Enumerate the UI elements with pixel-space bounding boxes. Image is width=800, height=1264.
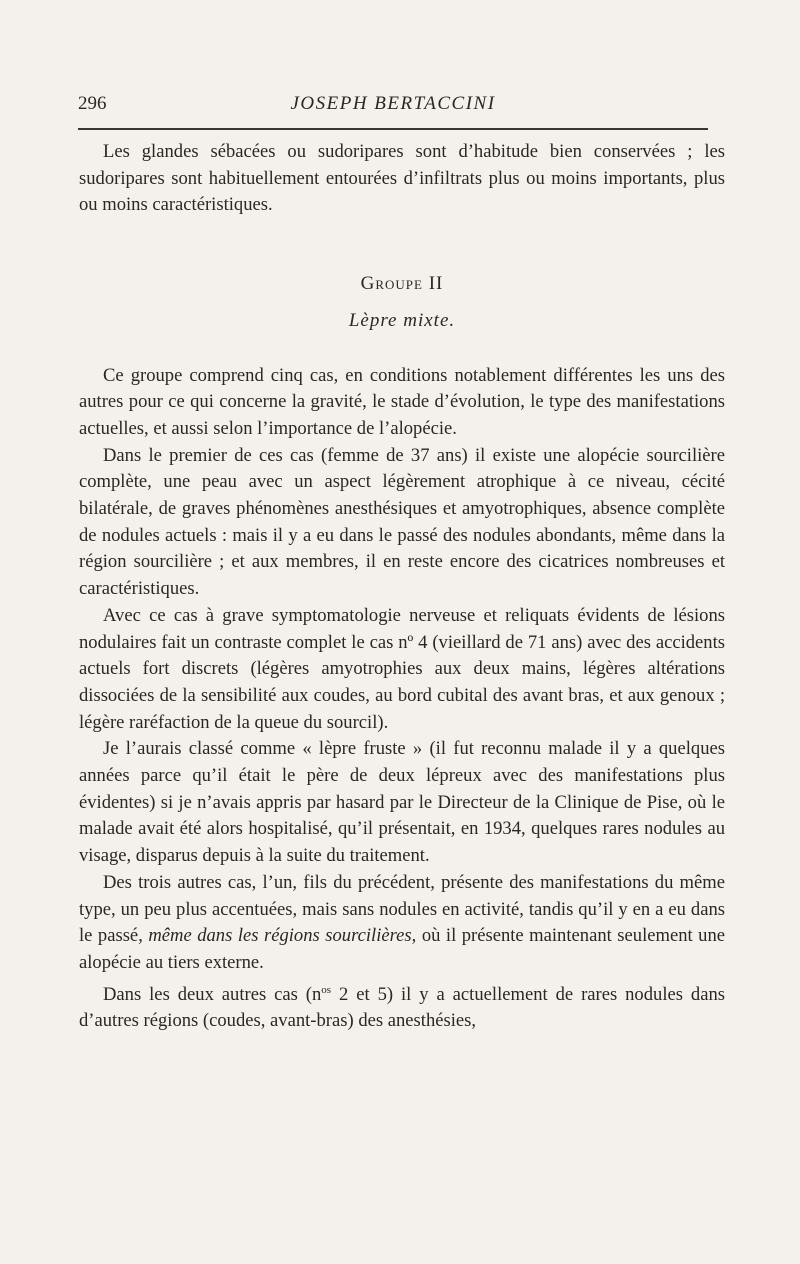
section-heading: Groupe II (360, 273, 444, 295)
section-subheading: Lèpre mixte. (348, 309, 456, 331)
paragraph: Les glandes sébacées ou sudoripares sont d’habitude bien conservées ; les sudoripares sont habituellement entourées d’infiltrats plus ou moins importants, plus ou moins caractéristiques. (79, 141, 725, 216)
text-run: 2 et 5) il y a actuellement de rares nodules dans d’autres régions (coudes, avant-bras) des anesthésies, (79, 983, 725, 1032)
page-header (78, 93, 708, 117)
text-run: , où il présente maintenant seulement une alopécie au tiers externe. (79, 925, 726, 973)
paragraph: Avec ce cas à grave symptomatologie nerveuse et reliquats évidents de lésions nodulaires fait un contraste complet le cas nº 4 (vieillard de 71 ans) avec des accidents actuels fort discrets (légères amyotrophies aux deux mains, légères altérations dissociées de la sensibilité aux coudes, au bord cubital des avant bras, et aux genoux ; légère raréfaction de la queue du sourcil). (79, 604, 725, 733)
running-title: JOSEPH BERTACCINI (290, 93, 496, 114)
text-run: Dans les deux autres cas (n (103, 983, 322, 1005)
paragraph: Dans le premier de ces cas (femme de 37 ans) il existe une alopécie sourcilière complète, une peau avec un aspect légèrement atrophique à ce niveau, cécité bilatérale, de graves phénomènes anesthésiques et amyotrophiques, absence complète de nodules actuels : mais il y a eu dans le passé des nodules abondants, même dans la région sourcilière ; et aux membres, il en reste encore des cicatrices nombreuses et caractéristiques. (79, 444, 725, 600)
paragraph (79, 870, 725, 977)
italic-run: même dans les régions sourcilières (148, 925, 412, 947)
header-rule (78, 128, 708, 130)
paragraph (79, 977, 725, 1035)
paragraph: Je l’aurais classé comme « lèpre fruste » (il fut reconnu malade il y a quelques années parce qu’il était le père de deux lépreux avec des manifestations plus évidentes) si je n’avais appris par hasard par le Directeur de la Clinique de Pise, où le malade avait été alors hospitalisé, qu’il présentait, en 1934, quelques rares nodules au visage, disparus depuis à la suite du traitement. (79, 738, 725, 867)
text-run: Des trois autres cas, l’un, fils du précédent, présente des manifestations du même type, un peu plus accentuées, mais sans nodules en activité, tandis qu’il y en a eu dans le passé, (79, 871, 725, 947)
page-number: 296 (78, 93, 107, 114)
paragraph: Ce groupe comprend cinq cas, en conditions notablement différentes les uns des autres pour ce qui concerne la gravité, le stade d’évolution, le type des manifestations actuelles, et aussi selon l’importance de l’alopécie. (79, 364, 725, 439)
page-body (79, 139, 725, 1035)
superscript: os (321, 983, 332, 996)
